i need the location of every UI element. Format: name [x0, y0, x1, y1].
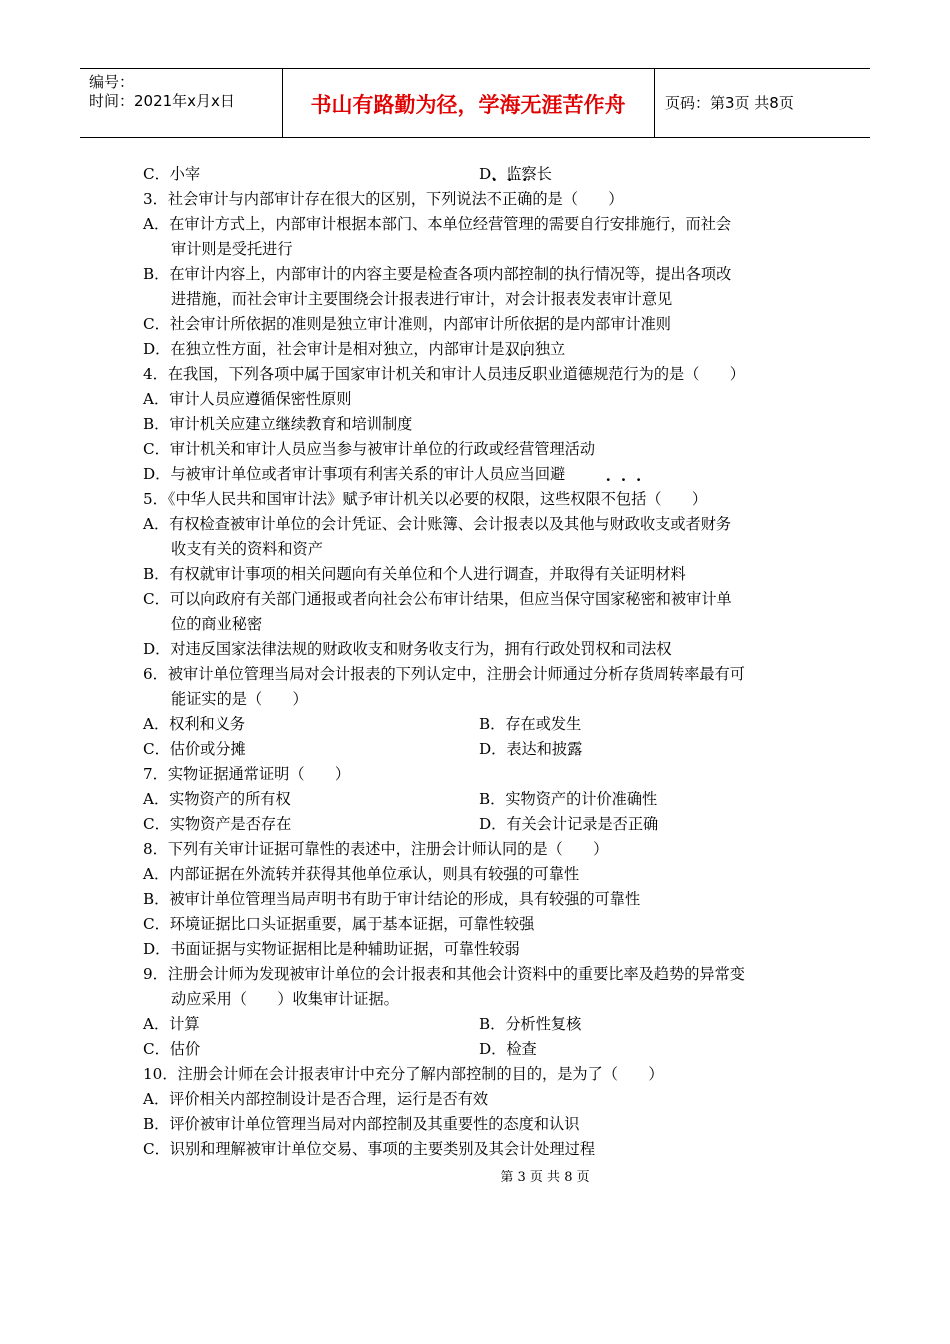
option-row: [143, 787, 813, 812]
header-motto: 书山有路勤为径，学海无涯苦作舟: [310, 93, 626, 117]
question-text: 职业道德规范行为的是（ ）: [532, 365, 745, 383]
option-b: B．在审计内容上，内部审计的内容主要是检查各项内部控制的执行情况等，提出各项改: [143, 265, 732, 283]
option-continuation: 收支有关的资料和资产: [171, 540, 323, 558]
option-c: C．估价: [143, 1040, 201, 1058]
option-c: C．估价或分摊: [143, 740, 246, 758]
option-c: C．审计机关和审计人员应当参与被审计单位的行政或经营管理活动: [143, 440, 596, 458]
option-d: D．与被审计单位或者审计事项有利害关系的审计人员应当回避: [143, 465, 566, 483]
option-a: A．内部证据在外流转并获得其他单位承认，则具有较强的可靠性: [143, 865, 580, 883]
header-page-number: 页码：第3页 共8页: [665, 94, 794, 112]
option-b: B．存在或发生: [479, 715, 582, 733]
question-text: （ ）: [646, 490, 708, 508]
option-b: B．审计机关应建立继续教育和培训制度: [143, 415, 413, 433]
question-3: [143, 187, 813, 212]
option-continuation: 位的商业秘密: [171, 615, 263, 633]
option-d: D．检查: [479, 1040, 537, 1058]
option-d: D．有关会计记录是否正确: [479, 815, 659, 833]
option-a: A．权利和义务: [143, 715, 246, 733]
option-b: B．评价被审计单位管理当局对内部控制及其重要性的态度和认识: [143, 1115, 580, 1133]
question-text: 4．在我国，下列各项中属于国家审计机关和审计人员: [143, 365, 502, 383]
emphasis-char: 不: [600, 490, 616, 508]
question-7: 7．实物证据通常证明（ ）: [143, 765, 351, 783]
option-a: A．审计人员应遵循保密性原则: [143, 390, 352, 408]
option-row: [143, 712, 813, 737]
option-b: B．分析性复核: [479, 1015, 582, 1033]
emphasis-char: 正: [501, 190, 518, 208]
emphasis-char: 反: [517, 365, 533, 383]
page-header: [80, 68, 870, 138]
option-a: A．在审计方式上，内部审计根据本部门、本单位经营管理的需要自行安排施行，而社会: [143, 215, 732, 233]
option-d: D．书面证据与实物证据相比是种辅助证据，可靠性较弱: [143, 940, 520, 958]
option-d: D．对违反国家法律法规的财政收支和财务收支行为，拥有行政处罚权和司法权: [143, 640, 672, 658]
option-row: [143, 1012, 813, 1037]
option-continuation: 进措施，而社会审计主要围绕会计报表进行审计，对会计报表发表审计意见: [171, 290, 673, 308]
question-5: [143, 487, 813, 512]
option-b: B．被审计单位管理当局声明书有助于审计结论的形成，具有较强的可靠性: [143, 890, 641, 908]
question-list: [143, 162, 813, 1162]
option-a: A．有权检查被审计单位的会计凭证、会计账簿、会计报表以及其他与财政收支或者财务: [143, 515, 732, 533]
page-footer: [0, 1166, 950, 1185]
question-4: [143, 362, 813, 387]
option-continuation: 审计则是受托进行: [171, 240, 293, 258]
option-row: [143, 1037, 813, 1062]
question-text: 的是（ ）: [532, 190, 624, 208]
option-a: A．评价相关内部控制设计是否合理，运行是否有效: [143, 1090, 489, 1108]
question-9: 9．注册会计师为发现被审计单位的会计报表和其他会计资料中的重要比率及趋势的异常变: [143, 965, 745, 983]
option-c: C．实物资产是否存在: [143, 815, 292, 833]
question-continuation: 动应采用（ ）收集审计证据。: [171, 990, 399, 1008]
header-page-cell: [655, 69, 870, 137]
option-row: [143, 737, 813, 762]
header-meta-cell: [80, 69, 283, 137]
option-c: C．社会审计所依据的准则是独立审计准则，内部审计所依据的是内部审计准则: [143, 315, 671, 333]
emphasis-char: 括: [631, 490, 647, 508]
footer-page-number: 第 3 页 共 8 页: [500, 1170, 590, 1185]
question-text: 3．社会审计与内部审计存在很大的区别，下列说法: [143, 190, 487, 208]
question-10: 10．注册会计师在会计报表审计中充分了解内部控制的目的，是为了（ ）: [143, 1065, 664, 1083]
emphasis-char: 违: [501, 365, 518, 383]
question-6: 6．被审计单位管理当局对会计报表的下列认定中，注册会计师通过分析存货周转率最有可: [143, 665, 745, 683]
option-c: C．可以向政府有关部门通报或者向社会公布审计结果，但应当保守国家秘密和被审计单: [143, 590, 732, 608]
document-number-label: 编号：: [89, 73, 135, 91]
option-d: D．在独立性方面，社会审计是相对独立，内部审计是双向独立: [143, 340, 566, 358]
header-motto-cell: [282, 69, 655, 137]
option-b: B．实物资产的计价准确性: [479, 790, 658, 808]
emphasis-char: 确: [517, 190, 533, 208]
option-c: C．小宰: [143, 165, 201, 183]
option-c: C．环境证据比口头证据重要，属于基本证据，可靠性较强: [143, 915, 535, 933]
option-row: [143, 812, 813, 837]
option-c: C．识别和理解被审计单位交易、事项的主要类别及其会计处理过程: [143, 1140, 596, 1158]
emphasis-char: 包: [615, 490, 632, 508]
document-date-label: 时间：2021年x月x日: [89, 92, 235, 110]
option-d: D．监察长: [479, 165, 552, 183]
option-row: [143, 162, 813, 187]
option-b: B．有权就审计事项的相关问题向有关单位和个人进行调查，并取得有关证明材料: [143, 565, 686, 583]
question-continuation: 能证实的是（ ）: [171, 690, 308, 708]
emphasis-char: 不: [486, 190, 502, 208]
question-text: 5．《中华人民共和国审计法》赋予审计机关以必要的权限，这些权限: [143, 490, 601, 508]
option-d: D．表达和披露: [479, 740, 583, 758]
question-8: 8．下列有关审计证据可靠性的表述中，注册会计师认同的是（ ）: [143, 840, 609, 858]
option-a: A．计算: [143, 1015, 200, 1033]
option-a: A．实物资产的所有权: [143, 790, 291, 808]
